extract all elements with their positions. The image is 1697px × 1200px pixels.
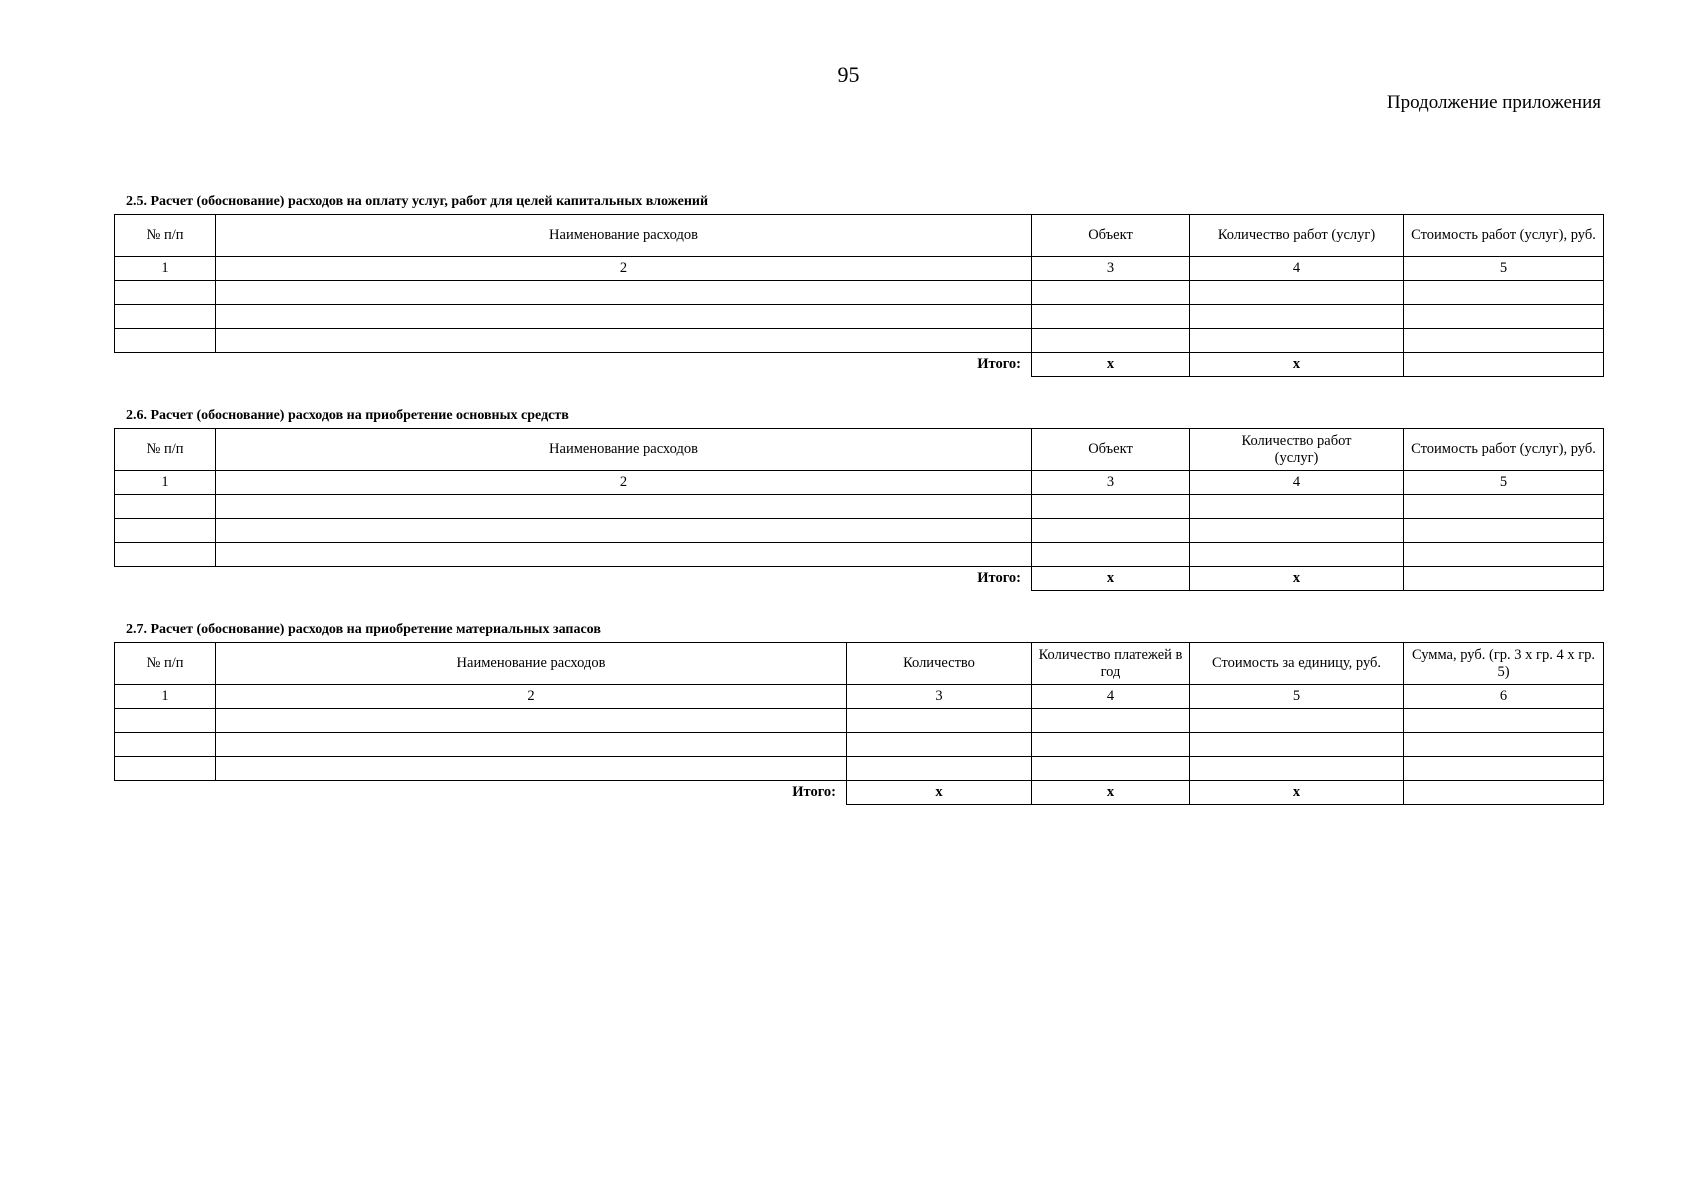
table-2-7 bbox=[114, 642, 1604, 805]
table-cell bbox=[115, 329, 216, 353]
table-cell bbox=[216, 709, 847, 733]
total-cell: x bbox=[1032, 567, 1190, 591]
total-cell bbox=[1404, 353, 1604, 377]
column-header: Наименование расходов bbox=[216, 429, 1032, 471]
column-number: 1 bbox=[115, 685, 216, 709]
page-number: 95 bbox=[837, 62, 860, 87]
total-cell: x bbox=[1190, 781, 1404, 805]
continuation-label: Продолжение приложения bbox=[1386, 92, 1601, 113]
column-header: № п/п bbox=[115, 643, 216, 685]
table-cell bbox=[1032, 281, 1190, 305]
table-cell bbox=[1190, 281, 1404, 305]
table-cell bbox=[1190, 709, 1404, 733]
column-number: 2 bbox=[216, 685, 847, 709]
table-cell bbox=[1032, 757, 1190, 781]
table-cell bbox=[1032, 305, 1190, 329]
section-title-2-6: 2.6. Расчет (обоснование) расходов на приобретение основных средств bbox=[126, 408, 569, 423]
table-row bbox=[115, 709, 1604, 733]
column-number: 5 bbox=[1404, 257, 1604, 281]
column-number: 4 bbox=[1032, 685, 1190, 709]
table-cell bbox=[1032, 519, 1190, 543]
column-number: 3 bbox=[847, 685, 1032, 709]
table-cell bbox=[1032, 733, 1190, 757]
table-cell bbox=[216, 495, 1032, 519]
section-title-2-5: 2.5. Расчет (обоснование) расходов на оплату услуг, работ для целей капитальных вложений bbox=[126, 194, 709, 209]
table-row bbox=[115, 519, 1604, 543]
table-cell bbox=[115, 281, 216, 305]
table-cell bbox=[115, 519, 216, 543]
table-cell bbox=[115, 305, 216, 329]
table-2-6 bbox=[114, 428, 1604, 591]
column-header: Объект bbox=[1032, 215, 1190, 257]
column-number: 4 bbox=[1190, 257, 1404, 281]
table-cell bbox=[847, 733, 1032, 757]
total-cell bbox=[1404, 567, 1604, 591]
table-cell bbox=[216, 329, 1032, 353]
table-cell bbox=[1032, 709, 1190, 733]
table-row bbox=[115, 733, 1604, 757]
table-2-5 bbox=[114, 214, 1604, 377]
column-number: 5 bbox=[1404, 471, 1604, 495]
table-cell bbox=[1190, 495, 1404, 519]
table-cell bbox=[1032, 495, 1190, 519]
table-cell bbox=[216, 733, 847, 757]
table-cell bbox=[1032, 329, 1190, 353]
table-cell bbox=[115, 709, 216, 733]
column-header: Сумма, руб. (гр. 3 х гр. 4 х гр. 5) bbox=[1404, 643, 1604, 685]
table-row bbox=[115, 495, 1604, 519]
table-row bbox=[115, 543, 1604, 567]
column-number: 3 bbox=[1032, 257, 1190, 281]
table-row bbox=[115, 305, 1604, 329]
table-row bbox=[115, 757, 1604, 781]
section-title-2-7: 2.7. Расчет (обоснование) расходов на приобретение материальных запасов bbox=[126, 622, 601, 637]
table-cell bbox=[1190, 329, 1404, 353]
table-cell bbox=[1190, 305, 1404, 329]
total-cell: x bbox=[1032, 781, 1190, 805]
table-cell bbox=[1404, 281, 1604, 305]
total-label: Итого: bbox=[115, 567, 1032, 591]
table-cell bbox=[1404, 733, 1604, 757]
column-number: 2 bbox=[216, 471, 1032, 495]
column-number-row bbox=[115, 685, 1604, 709]
column-header: Стоимость работ (услуг), руб. bbox=[1404, 215, 1604, 257]
table-cell bbox=[1404, 495, 1604, 519]
table-cell bbox=[115, 733, 216, 757]
column-header: Объект bbox=[1032, 429, 1190, 471]
column-number-row bbox=[115, 471, 1604, 495]
column-header: Наименование расходов bbox=[216, 215, 1032, 257]
column-number: 1 bbox=[115, 471, 216, 495]
table-cell bbox=[1404, 709, 1604, 733]
table-cell bbox=[847, 757, 1032, 781]
table-cell bbox=[1190, 519, 1404, 543]
column-header: Наименование расходов bbox=[216, 643, 847, 685]
column-header: Стоимость за единицу, руб. bbox=[1190, 643, 1404, 685]
header-row bbox=[115, 215, 1604, 257]
total-row bbox=[115, 781, 1604, 805]
table-cell bbox=[1404, 757, 1604, 781]
column-number: 6 bbox=[1404, 685, 1604, 709]
column-header: № п/п bbox=[115, 429, 216, 471]
table-cell bbox=[216, 305, 1032, 329]
header-row bbox=[115, 429, 1604, 471]
table-cell bbox=[115, 495, 216, 519]
table-cell bbox=[1190, 757, 1404, 781]
table-row bbox=[115, 281, 1604, 305]
column-header: Количество bbox=[847, 643, 1032, 685]
table-cell bbox=[847, 709, 1032, 733]
table-cell bbox=[1404, 519, 1604, 543]
table-cell bbox=[216, 281, 1032, 305]
table-cell bbox=[216, 519, 1032, 543]
table-cell bbox=[216, 757, 847, 781]
total-cell: x bbox=[1190, 567, 1404, 591]
total-cell: x bbox=[1032, 353, 1190, 377]
total-row bbox=[115, 353, 1604, 377]
total-cell: x bbox=[1190, 353, 1404, 377]
total-cell: x bbox=[847, 781, 1032, 805]
column-number: 5 bbox=[1190, 685, 1404, 709]
table-cell bbox=[1404, 329, 1604, 353]
total-cell bbox=[1404, 781, 1604, 805]
total-row bbox=[115, 567, 1604, 591]
total-label: Итого: bbox=[115, 781, 847, 805]
column-number-row bbox=[115, 257, 1604, 281]
table-cell bbox=[1404, 543, 1604, 567]
column-number: 1 bbox=[115, 257, 216, 281]
column-header: Количество работ (услуг) bbox=[1190, 429, 1404, 471]
table-cell bbox=[216, 543, 1032, 567]
table-cell bbox=[1190, 543, 1404, 567]
column-number: 4 bbox=[1190, 471, 1404, 495]
table-cell bbox=[1404, 305, 1604, 329]
total-label: Итого: bbox=[115, 353, 1032, 377]
column-number: 2 bbox=[216, 257, 1032, 281]
table-cell bbox=[1032, 543, 1190, 567]
column-header: Количество работ (услуг) bbox=[1190, 215, 1404, 257]
table-row bbox=[115, 329, 1604, 353]
column-header: № п/п bbox=[115, 215, 216, 257]
column-header: Стоимость работ (услуг), руб. bbox=[1404, 429, 1604, 471]
column-header: Количество платежей в год bbox=[1032, 643, 1190, 685]
column-number: 3 bbox=[1032, 471, 1190, 495]
table-cell bbox=[1190, 733, 1404, 757]
header-row bbox=[115, 643, 1604, 685]
table-cell bbox=[115, 757, 216, 781]
table-cell bbox=[115, 543, 216, 567]
